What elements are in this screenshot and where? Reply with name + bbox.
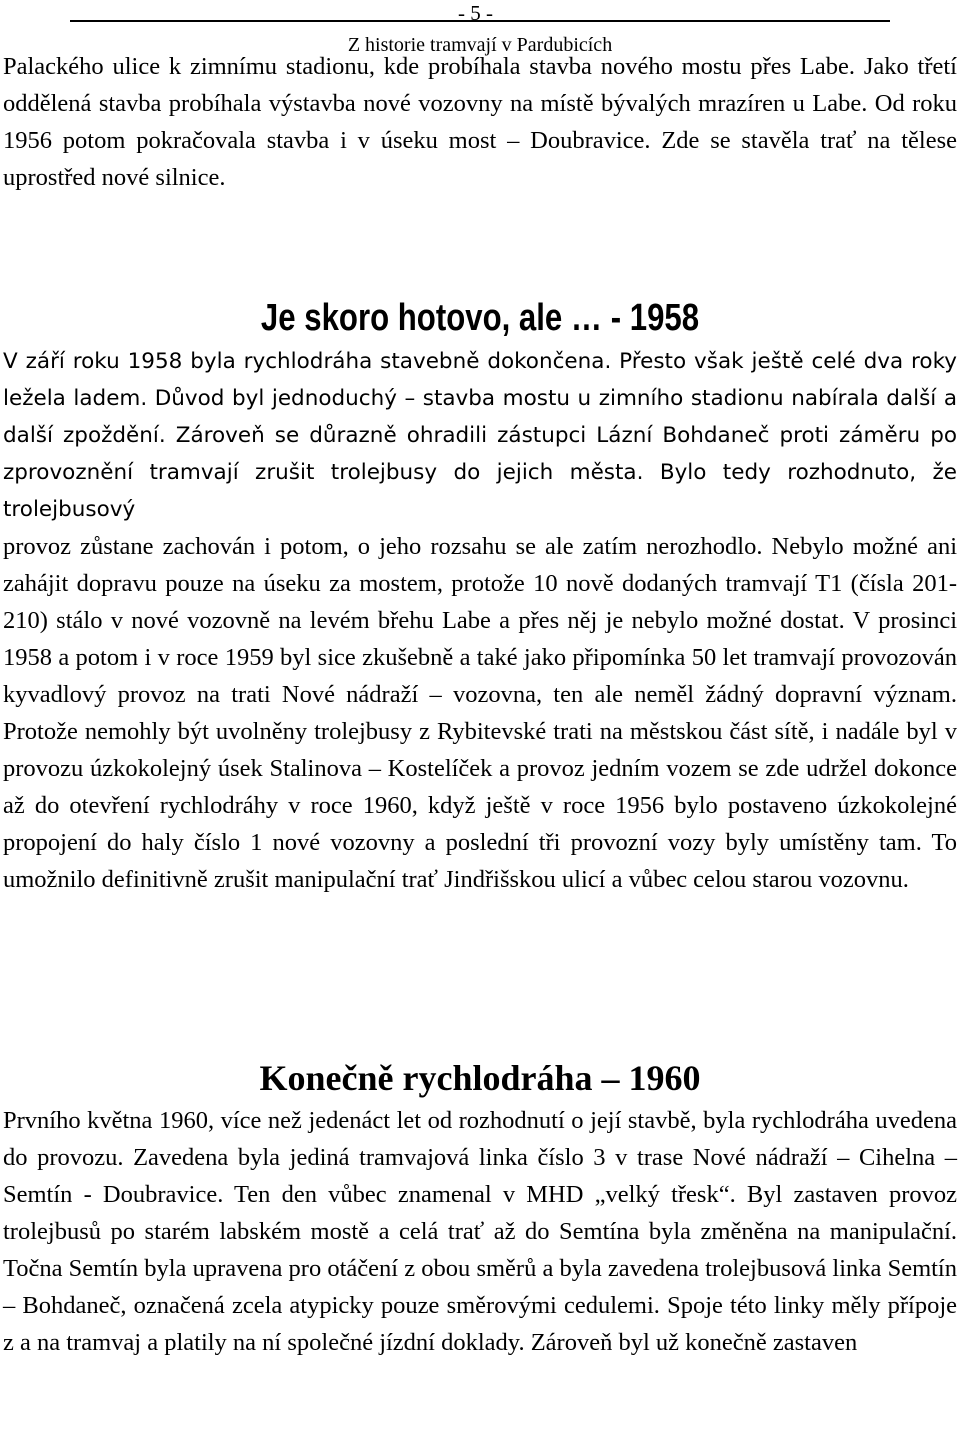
section-1958-intro: V září roku 1958 byla rychlodráha stavebně dokončena. Přesto však ještě celé dva roky ležela ladem. Důvod byl jednoduchý – stavba mostu u zimního stadionu nabírala další a další zpoždění. Zároveň se důrazně ohradili zástupci Lázní Bohdaneč proti záměru po zprovoznění tramvají zrušit trolejbusy do jejich města. Bylo tedy rozhodnuto, že trolejbusový [3,349,957,522]
page-number: - 5 - [458,1,493,25]
running-title: Z historie tramvají v Pardubicích [347,34,613,56]
section-1960-body: Prvního května 1960, více než jedenáct let od rozhodnutí o její stavbě, byla rychlodráha uvedena do provozu. Zavedena byla jediná tramvajová linka číslo 3 v trase Nové nádraží – Cihelna – Semtín - Doubravice. Ten den vůbec znamenal v MHD „velký třesk“. Byl zastaven provoz trolejbusů po starém labském mostě a celá trať až do Semtína byla změněna na manipulační. Točna Semtín byla upravena pro otáčení z obou směrů a byla zavedena trolejbusová linka Semtín – Bohdaneč, označená zcela atypicky pouze směrovými cedulemi. Spoje této linky měly přípoje z a na tramvaj a platily na ní společné jízdní doklady. Zároveň byl už konečně zastaven [3,1107,957,1356]
header-rule [70,20,890,22]
paragraph-continued: Palackého ulice k zimnímu stadionu, kde probíhala stavba nového mostu přes Labe. Jako třetí oddělená stavba probíhala výstavba nové vozovny na místě bývalých mrazíren u Labe. Od roku 1956 potom pokračovala stavba i v úseku most – Doubravice. Zde se stavěla trať na tělese uprostřed nové silnice. [3,53,957,191]
section-heading-1958: Je skoro hotovo, ale … - 1958 [260,297,700,339]
section-heading-1960: Konečně rychlodráha – 1960 [259,1058,701,1098]
section-1958-body: provoz zůstane zachován i potom, o jeho rozsahu se ale zatím nerozhodlo. Nebylo možné ani zahájit dopravu pouze na úseku za mostem, protože 10 nově dodaných tramvají T1 (čísla 201-210) stálo v nové vozovně na levém břehu Labe a přes něj je nebylo možné dostat. V prosinci 1958 a potom i v roce 1959 byl sice zkušebně a také jako připomínka 50 let tramvají provozován kyvadlový provoz na trati Nové nádraží – vozovna, ten ale neměl žádný dopravní význam. Protože nemohly být uvolněny trolejbusy z Rybitevské trati na městskou část sítě, i nadále byl v provozu úzkokolejný úsek Stalinova – Kostelíček a provoz jedním vozem se zde udržel dokonce až do otevření rychlodráhy v roce 1960, když ještě v roce 1956 bylo postaveno úzkokolejné propojení do haly číslo 1 nové vozovny a poslední tři provozní vozy byly umístěny tam. To umožnilo definitivně zrušit manipulační trať Jindřišskou ulicí a vůbec celou starou vozovnu. [3,533,957,893]
